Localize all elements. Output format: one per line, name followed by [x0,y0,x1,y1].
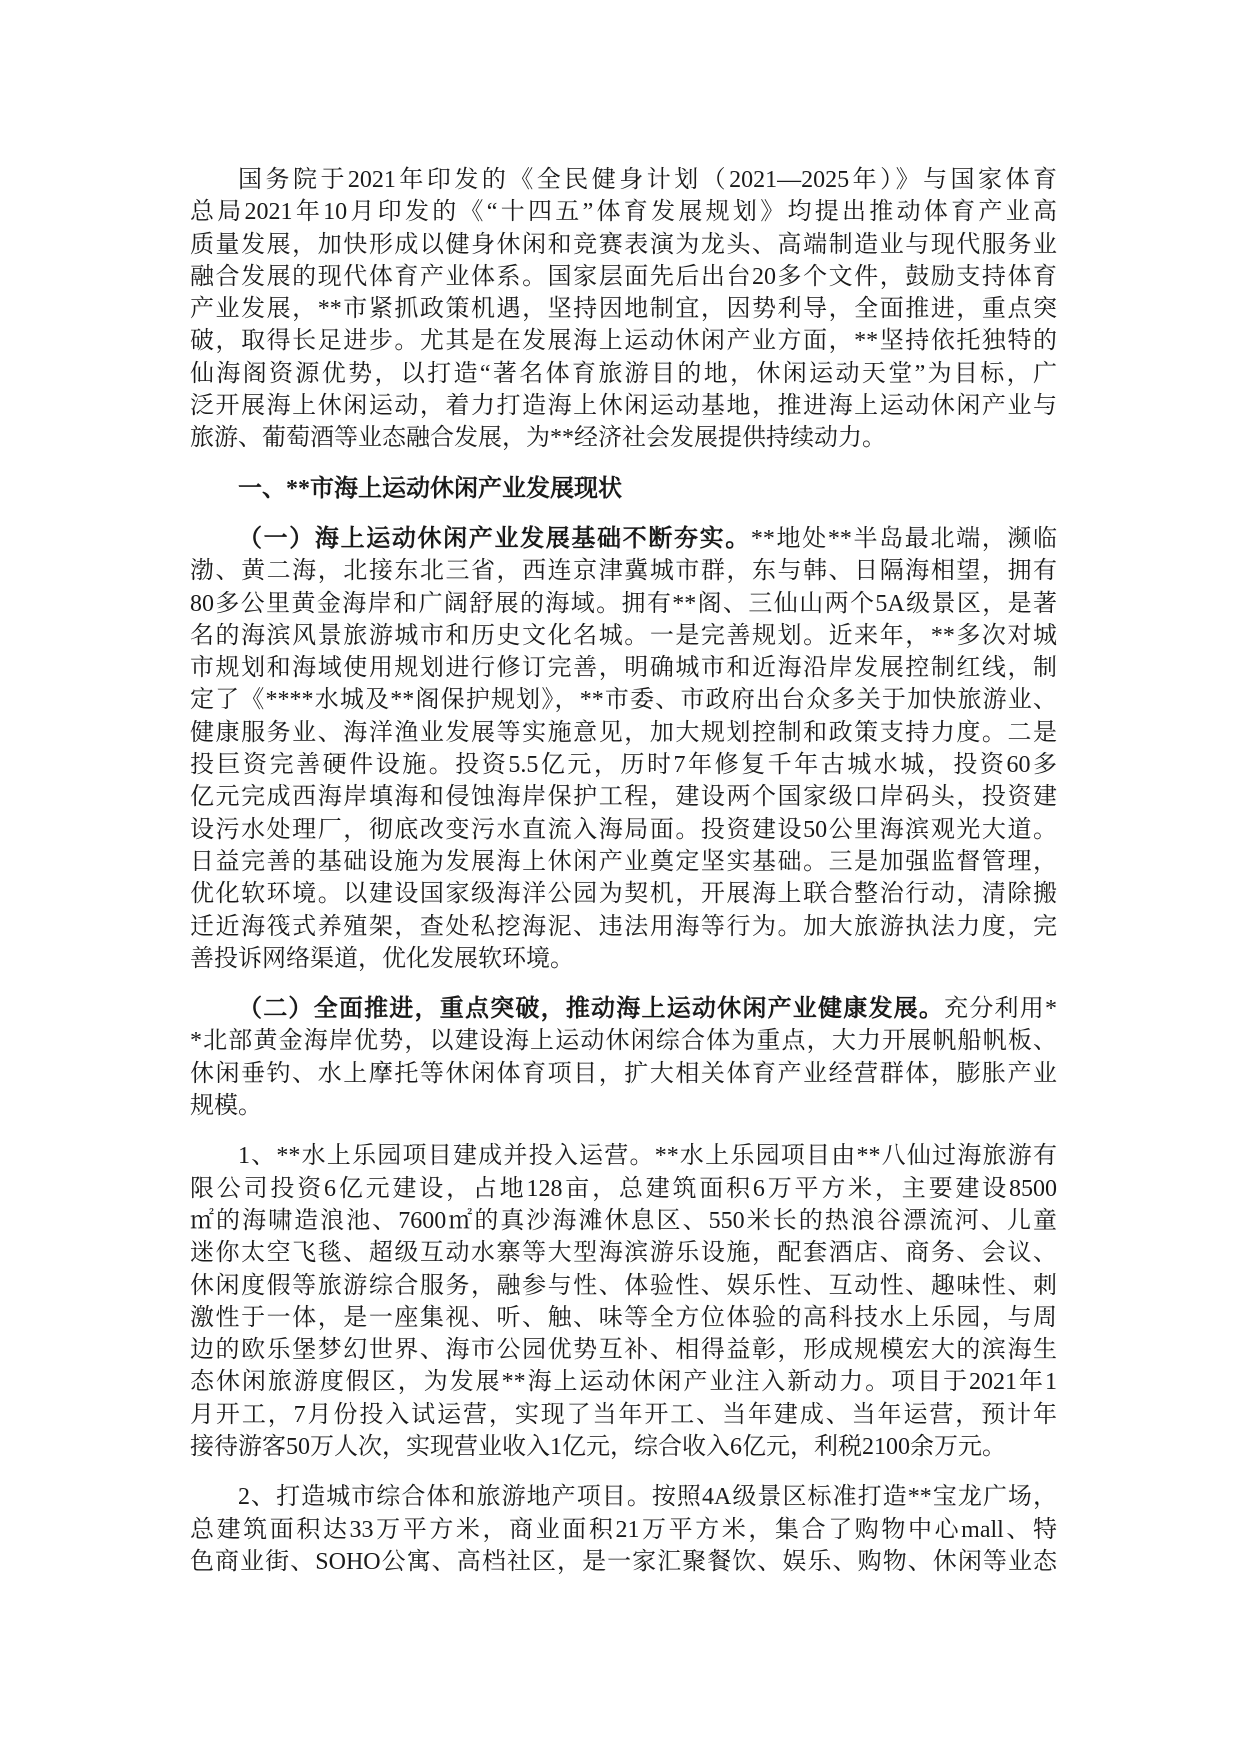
text-line [190,620,1057,652]
text-line [190,1140,1057,1172]
text-line [190,652,1057,684]
line-text: 色商业街、SOHO公寓、高档社区，是一家汇聚餐饮、娱乐、购物、休闲等业态 [190,1548,1057,1575]
text-line [190,293,1057,325]
text-line [190,473,1057,505]
line-text: 破，取得长足进步。尤其是在发展海上运动休闲产业方面，**坚持依托独特的 [190,328,1057,355]
paragraph [190,164,1057,455]
text-line [190,846,1057,878]
line-text: 接待游客50万人次，实现营业收入1亿元，综合收入6亿元，利税2100余万元。 [190,1433,1006,1460]
text-line [190,1025,1057,1057]
text-line [190,1173,1057,1205]
line-text: 渤、黄二海，北接东北三省，西连京津冀城市群，东与韩、日隔海相望，拥有 [190,558,1057,585]
text-line [190,943,1057,975]
line-text: 一、**市海上运动休闲产业发展现状 [238,475,622,502]
text-line [190,1514,1057,1546]
text-line [190,993,1057,1025]
text-line [190,878,1057,910]
text-line [190,555,1057,587]
subheading-text: （一）海上运动休闲产业发展基础不断夯实。 [238,525,751,552]
text-line [190,390,1057,422]
line-text: 国务院于2021年印发的《全民健身计划（2021—2025年）》与国家体育 [238,167,1057,193]
line-text: 限公司投资6亿元建设，占地128亩，总建筑面积6万平方米，主要建设8500 [190,1175,1057,1202]
text-line [190,523,1057,555]
text-line [190,422,1057,454]
text-line [190,261,1057,293]
line-text: 迁近海筏式养殖架，查处私挖海泥、违法用海等行为。加大旅游执法力度，完 [190,913,1057,940]
line-text: 1、**水上乐园项目建成并投入运营。**水上乐园项目由**八仙过海旅游有 [238,1143,1057,1170]
text-line [190,911,1057,943]
document-page [190,164,1057,1596]
line-text: 旅游、葡萄酒等业态融合发展，为**经济社会发展提供持续动力。 [190,425,886,452]
text-line [190,1546,1057,1578]
line-text: 投巨资完善硬件设施。投资5.5亿元，历时7年修复千年古城水城，投资60多 [190,752,1057,779]
text-line [190,229,1057,261]
line-text: 定了《****水城及**阁保护规划》，**市委、市政府出台众多关于加快旅游业、 [190,687,1057,714]
line-text: 2、打造城市综合体和旅游地产项目。按照4A级景区标准打造**宝龙广场， [238,1484,1057,1511]
text-line [190,814,1057,846]
text-line [190,684,1057,716]
line-text: 总建筑面积达33万平方米，商业面积21万平方米，集合了购物中心mall、特 [190,1516,1057,1543]
text-line [190,1237,1057,1269]
text-line [190,1205,1057,1237]
subheading-text: （二）全面推进，重点突破，推动海上运动休闲产业健康发展。 [238,996,945,1023]
text-line [190,1399,1057,1431]
line-text: *北部黄金海岸优势，以建设海上运动休闲综合体为重点，大力开展帆船帆板、 [190,1028,1057,1055]
text-line [190,325,1057,357]
text-line [190,164,1057,196]
text-line [190,1431,1057,1463]
line-text: 亿元完成西海岸填海和侵蚀海岸保护工程，建设两个国家级口岸码头，投资建 [190,784,1057,811]
line-text: 市规划和海域使用规划进行修订完善，明确城市和近海沿岸发展控制红线，制 [190,655,1057,682]
text-line [190,1058,1057,1090]
text-line [190,749,1057,781]
section-heading [190,473,1057,505]
paragraph [190,993,1057,1122]
line-text: 边的欧乐堡梦幻世界、海市公园优势互补、相得益彰，形成规模宏大的滨海生 [190,1337,1057,1364]
paragraph [190,523,1057,975]
line-text: 充分利用* [944,996,1057,1023]
line-text: 优化软环境。以建设国家级海洋公园为契机，开展海上联合整治行动，清除搬 [190,881,1057,908]
line-text: 名的海滨风景旅游城市和历史文化名城。一是完善规划。近来年，**多次对城 [190,622,1057,649]
text-line [190,781,1057,813]
text-line [190,196,1057,228]
paragraph [190,1140,1057,1463]
text-line [190,717,1057,749]
line-text: ㎡的海啸造浪池、7600㎡的真沙海滩休息区、550米长的热浪谷漂流河、儿童 [190,1207,1057,1234]
line-text: 休闲垂钓、水上摩托等休闲体育项目，扩大相关体育产业经营群体，膨胀产业 [190,1060,1057,1087]
line-text: 健康服务业、海洋渔业发展等实施意见，加大规划控制和政策支持力度。二是 [190,719,1057,746]
text-line [190,1366,1057,1398]
text-line [190,1270,1057,1302]
line-text: 态休闲旅游度假区，为发展**海上运动休闲产业注入新动力。项目于2021年1 [190,1369,1057,1396]
line-text: 80多公里黄金海岸和广阔舒展的海域。拥有**阁、三仙山两个5A级景区，是著 [190,590,1057,617]
text-line [190,588,1057,620]
line-text: 月开工，7月份投入试运营，实现了当年开工、当年建成、当年运营，预计年 [190,1401,1057,1428]
text-line [190,1481,1057,1513]
line-text: 迷你太空飞毯、超级互动水寨等大型海滨游乐设施，配套酒店、商务、会议、 [190,1240,1057,1267]
line-text: 泛开展海上休闲运动，着力打造海上休闲运动基地，推进海上运动休闲产业与 [190,393,1057,420]
line-text: 激性于一体，是一座集视、听、触、味等全方位体验的高科技水上乐园，与周 [190,1304,1057,1331]
line-text: 善投诉网络渠道，优化发展软环境。 [190,945,574,972]
line-text: 仙海阁资源优势，以打造“著名体育旅游目的地，休闲运动天堂”为目标，广 [190,360,1057,387]
line-text: **地处**半岛最北端，濒临 [750,525,1058,552]
text-line [190,1302,1057,1334]
text-line [190,358,1057,390]
line-text: 质量发展，加快形成以健身休闲和竞赛表演为龙头、高端制造业与现代服务业 [190,231,1057,258]
line-text: 融合发展的现代体育产业体系。国家层面先后出台20多个文件，鼓励支持体育 [190,263,1057,290]
line-text: 规模。 [190,1093,262,1120]
text-line [190,1090,1057,1122]
line-text: 休闲度假等旅游综合服务，融参与性、体验性、娱乐性、互动性、趣味性、刺 [190,1272,1057,1299]
line-text: 日益完善的基础设施为发展海上休闲产业奠定坚实基础。三是加强监督管理， [190,848,1057,875]
line-text: 产业发展，**市紧抓政策机遇，坚持因地制宜，因势利导，全面推进，重点突 [190,296,1057,323]
line-text: 设污水处理厂，彻底改变污水直流入海局面。投资建设50公里海滨观光大道。 [190,816,1057,843]
text-line [190,1334,1057,1366]
paragraph [190,1481,1057,1578]
line-text: 总局2021年10月印发的《“十四五”体育发展规划》均提出推动体育产业高 [190,199,1057,226]
